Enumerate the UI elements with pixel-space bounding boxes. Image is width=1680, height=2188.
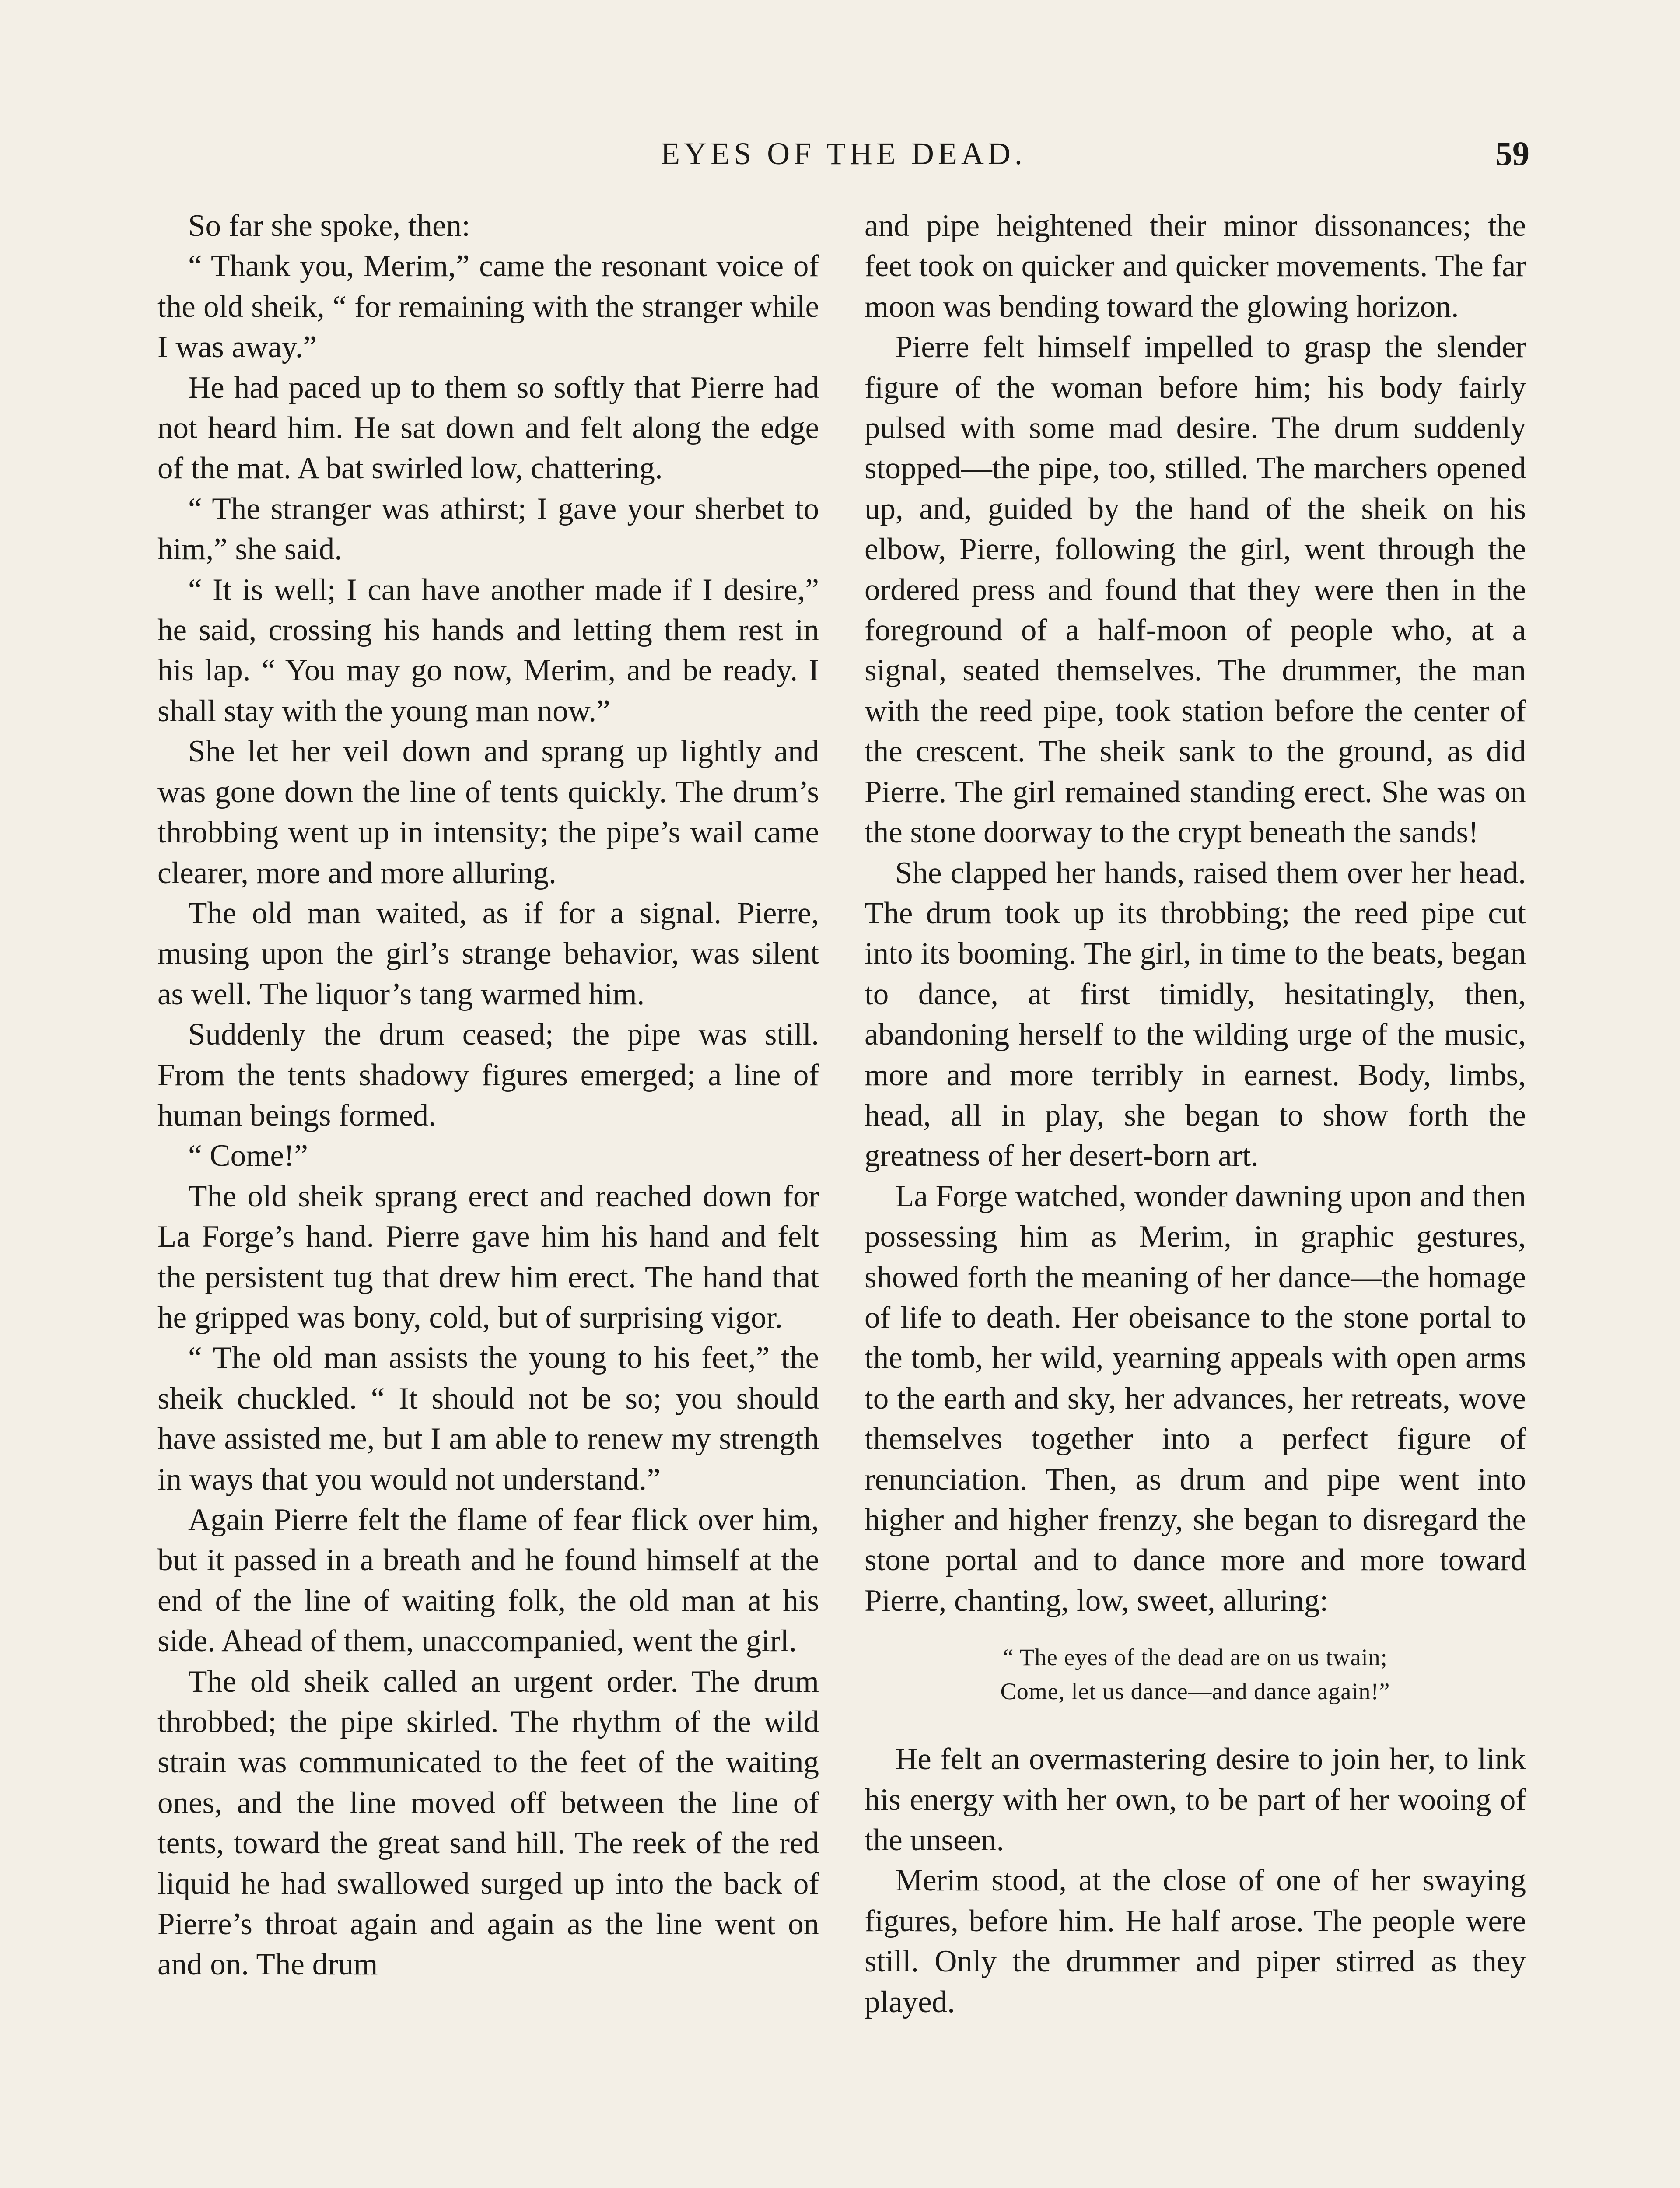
verse-block: [864, 1640, 1526, 1708]
left-column: [158, 206, 819, 1985]
paragraph: He had paced up to them so softly that Pierre had not heard him. He sat down and felt along the edge of the mat. A bat swirled low, chattering.: [158, 370, 819, 486]
paragraph: So far she spoke, then:: [188, 209, 470, 243]
paragraph: He felt an overmastering desire to join her, to link his energy with her own, to be part of her wooing of the unseen.: [864, 1742, 1526, 1858]
right-column: [864, 206, 1526, 2022]
paragraph-continued: and pipe heightened their minor dissonances; the feet took on quicker and quicker movements. The far moon was bending toward the glowing horizon.: [864, 209, 1526, 324]
page-header: [158, 130, 1530, 178]
paragraph: La Forge watched, wonder dawning upon and then possessing him as Merim, in graphic gestures, showed forth the meaning of her dance—the homage of life to death. Her obeisance to the stone portal to the tomb, her wild, yearning appeals with open arms to the earth and sky, her advances, her retreats, wove themselves together into a perfect figure of renunciation. Then, as drum and pipe went into higher and higher frenzy, she began to disregard the stone portal and to dance more and more toward Pierre, chanting, low, sweet, alluring:: [864, 1179, 1526, 1618]
paragraph: Merim stood, at the close of one of her swaying figures, before him. He half arose. The people were still. Only the drummer and piper stirred as they played.: [864, 1863, 1526, 2019]
paragraph: The old sheik called an urgent order. The drum throbbed; the pipe skirled. The rhythm of the wild strain was communicated to the feet of the waiting ones, and the line moved off between the line of tents, toward the great sand hill. The reek of the red liquid he had swallowed surged up into the back of Pierre’s throat again and again as the line went on and on. The drum: [158, 1664, 819, 1982]
paragraph: “ Come!”: [188, 1139, 308, 1173]
verse-line: Come, let us dance—and dance again!”: [1000, 1678, 1390, 1705]
running-head: EYES OF THE DEAD.: [661, 136, 1026, 171]
paragraph: She clapped her hands, raised them over her head. The drum took up its throbbing; the reed pipe cut into its booming. The girl, in time to the beats, began to dance, at first timidly, hesitatingly, then, abandoning herself to the wilding urge of the music, more and more terribly in earnest. Body, limbs, head, all in play, she began to show forth the greatness of her desert-born art.: [864, 856, 1526, 1173]
paragraph: “ The old man assists the young to his feet,” the sheik chuckled. “ It should not be so; you should have assisted me, but I am able to renew my strength in ways that you would not understand.”: [158, 1341, 819, 1497]
paragraph: “ The stranger was athirst; I gave your sherbet to him,” she said.: [158, 491, 819, 567]
paragraph: She let her veil down and sprang up lightly and was gone down the line of tents quickly. The drum’s throbbing went up in intensity; the pipe’s wail came clearer, more and more alluring.: [158, 734, 819, 890]
verse-line: “ The eyes of the dead are on us twain;: [1003, 1644, 1388, 1671]
paragraph: “ Thank you, Merim,” came the resonant voice of the old sheik, “ for remaining with the stranger while I was away.”: [158, 249, 819, 365]
paragraph: Pierre felt himself impelled to grasp the slender figure of the woman before him; his body fairly pulsed with some mad desire. The drum suddenly stopped—the pipe, too, stilled. The marchers opened up, and, guided by the hand of the sheik on his elbow, Pierre, following the girl, went through the ordered press and found that they were then in the foreground of a half-moon of people who, at a signal, seated themselves. The drummer, the man with the reed pipe, took station before the center of the crescent. The sheik sank to the ground, as did Pierre. The girl remained standing erect. She was on the stone doorway to the crypt beneath the sands!: [864, 330, 1526, 850]
page-number: 59: [1495, 134, 1530, 172]
paragraph: The old sheik sprang erect and reached down for La Forge’s hand. Pierre gave him his hand and felt the persistent tug that drew him erect. The hand that he gripped was bony, cold, but of surprising vigor.: [158, 1179, 819, 1335]
paragraph: Suddenly the drum ceased; the pipe was still. From the tents shadowy figures emerged; a line of human beings formed.: [158, 1017, 819, 1133]
paragraph: Again Pierre felt the flame of fear flick over him, but it passed in a breath and he found himself at the end of the line of waiting folk, the old man at his side. Ahead of them, unaccompanied, went the girl.: [158, 1503, 819, 1659]
paragraph: The old man waited, as if for a signal. Pierre, musing upon the girl’s strange behavior, was silent as well. The liquor’s tang warmed him.: [158, 896, 819, 1011]
paragraph: “ It is well; I can have another made if I desire,” he said, crossing his hands and letting them rest in his lap. “ You may go now, Merim, and be ready. I shall stay with the young man now.”: [158, 572, 819, 728]
